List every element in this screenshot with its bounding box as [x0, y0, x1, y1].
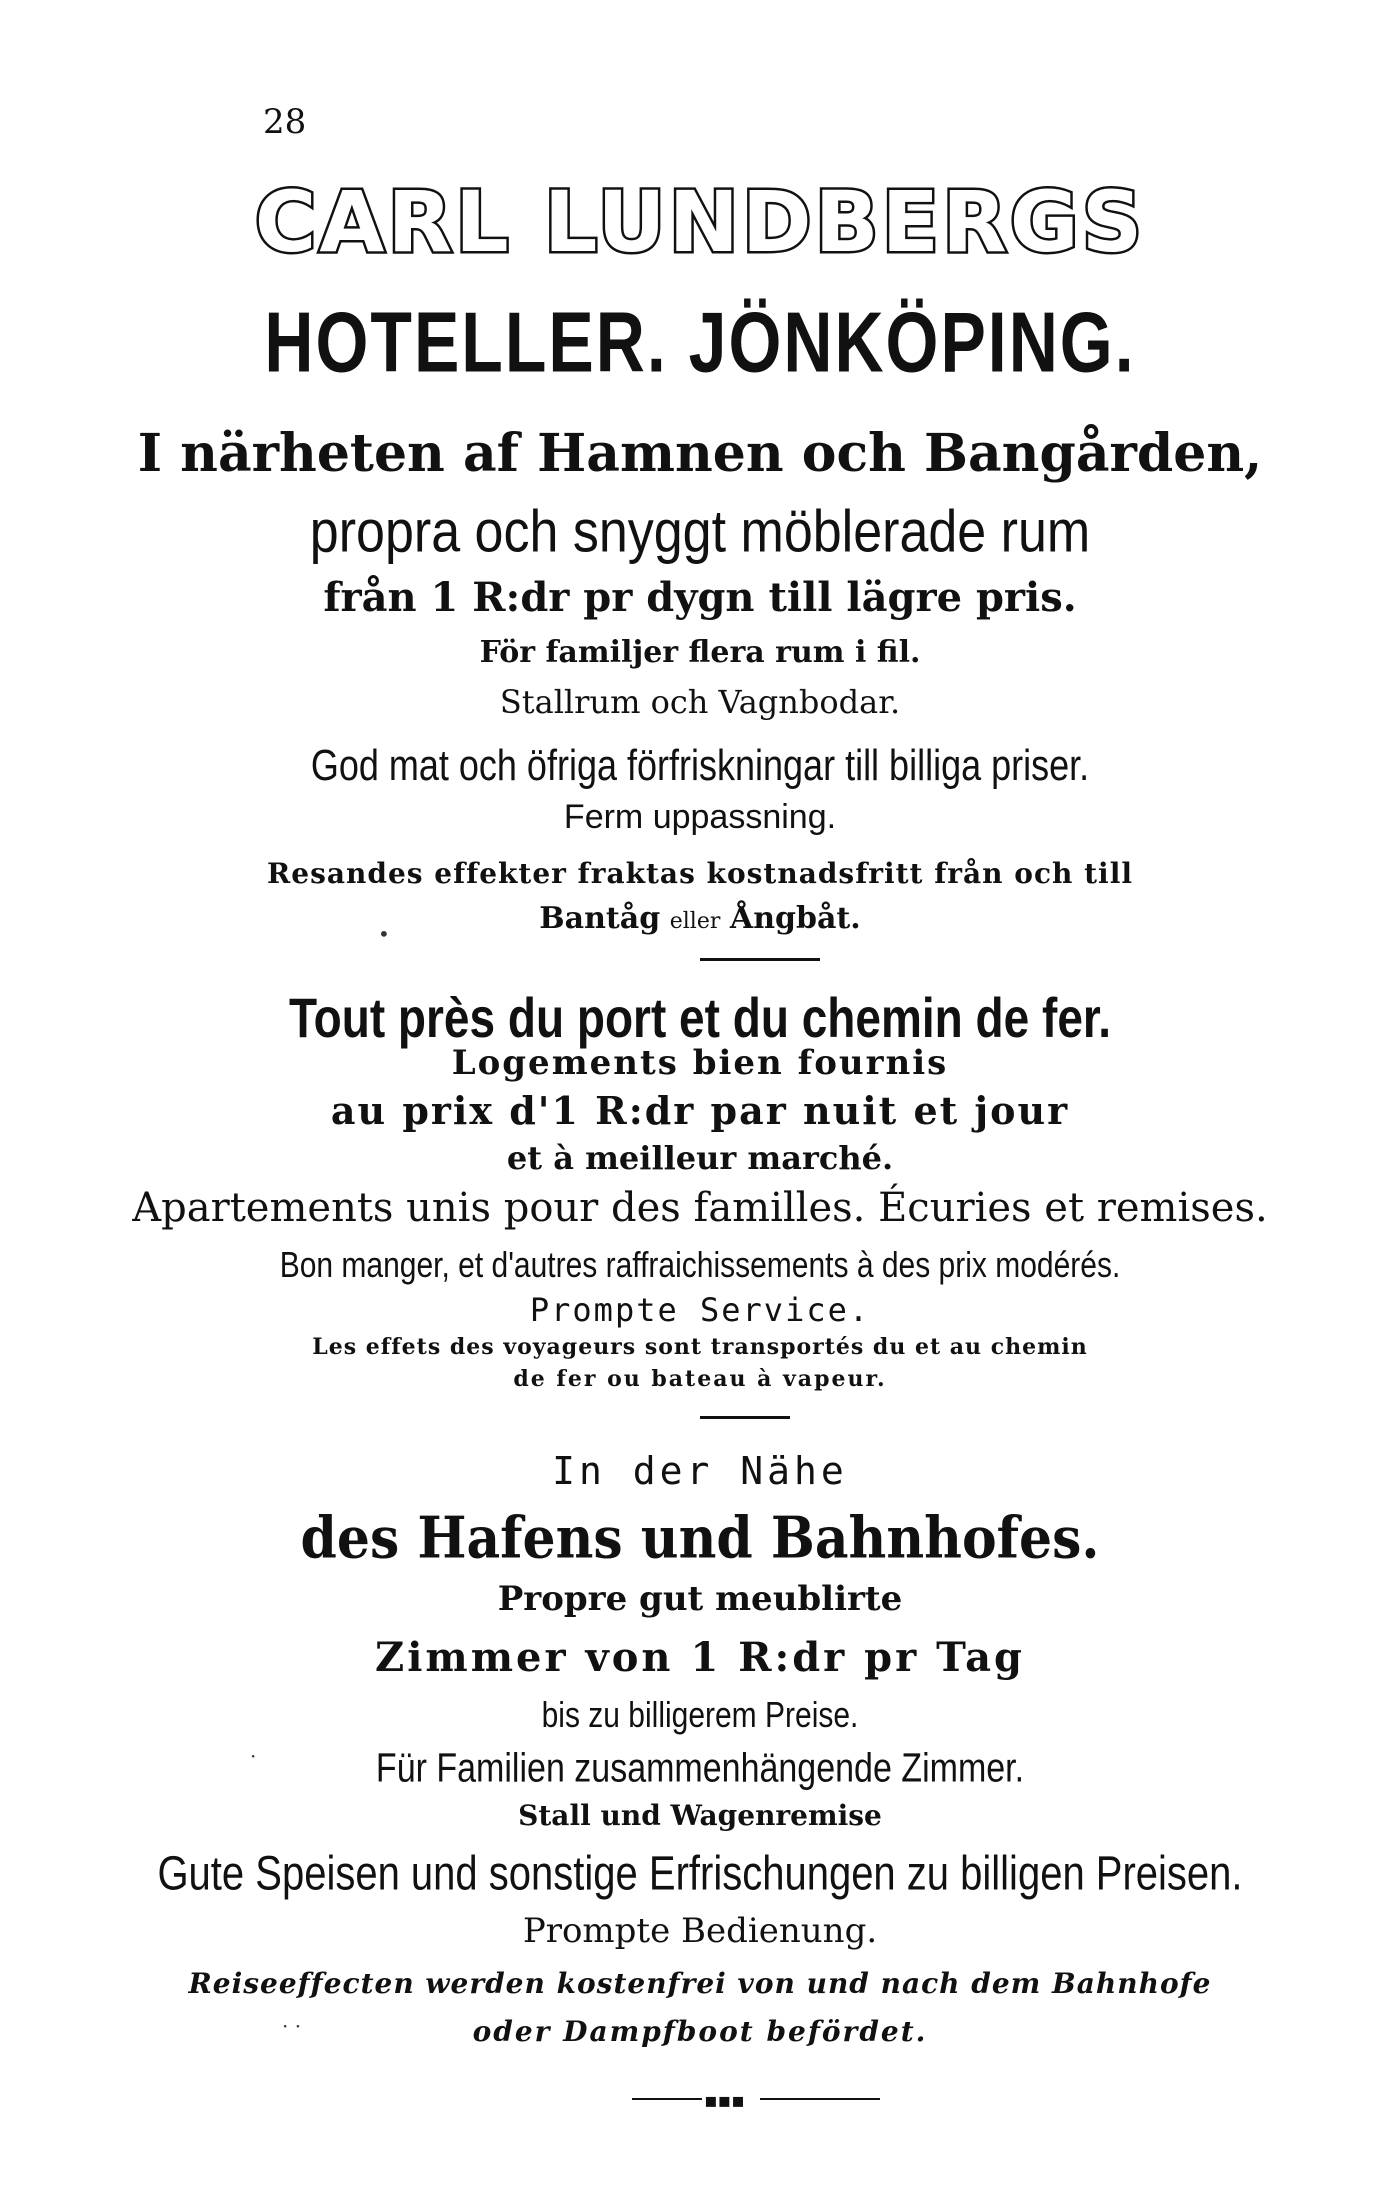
hotel-title: CARL LUNDBERGS: [254, 173, 1146, 271]
french-line-1: Tout près du port et du chemin de fer.: [288, 986, 1112, 1049]
german-line-3: Propre gut meublirte: [497, 1579, 903, 1619]
section-divider: [700, 958, 820, 961]
french-line-2: Logements bien fournis: [451, 1043, 949, 1083]
german-line-10: Reiseeffecten werden kostenfrei von und nach dem Bahnhofe: [188, 1967, 1212, 2000]
swedish-line-4: För familjer flera rum i fil.: [479, 635, 921, 670]
ink-speck: •: [378, 922, 390, 946]
german-line-1: In der Nähe: [552, 1449, 848, 1493]
swedish-line-9: [0, 901, 1400, 936]
section-divider-2: [700, 1416, 790, 1419]
german-line-9: Prompte Bedienung.: [522, 1911, 878, 1951]
end-ornament-right: [760, 2098, 880, 2100]
swedish-line-6: God mat och öfriga förfriskningar till billiga priser.: [310, 740, 1090, 790]
hotel-subtitle: HOTELLER. JÖNKÖPING.: [264, 295, 1136, 390]
ink-speck-3: · ·: [282, 2014, 302, 2038]
german-line-5: bis zu billigerem Preise.: [541, 1695, 859, 1736]
swedish-word-bantag: Bantåg: [539, 901, 661, 936]
french-line-9: de fer ou bateau à vapeur.: [513, 1366, 887, 1392]
page-number: 28: [263, 102, 307, 142]
french-line-5: Apartements unis pour des familles. Écuries et remises.: [132, 1185, 1268, 1231]
end-ornament-center: ▪▪▪: [704, 2088, 745, 2112]
swedish-line-1: I närheten af Hamnen och Bangården,: [137, 423, 1263, 484]
swedish-word-angbat: Ångbåt.: [729, 901, 861, 936]
french-line-3: au prix d'1 R:dr par nuit et jour: [330, 1088, 1070, 1133]
swedish-word-eller: eller: [669, 909, 721, 934]
french-line-4: et à meilleur marché.: [506, 1139, 894, 1177]
french-line-7: Prompte Service.: [529, 1291, 871, 1329]
swedish-line-7: Ferm uppassning.: [563, 798, 837, 836]
german-line-2: des Hafens und Bahnhofes.: [300, 1504, 1100, 1572]
swedish-line-5: Stallrum och Vagnbodar.: [499, 683, 901, 721]
german-line-8: Gute Speisen und sonstige Erfrischungen zu billigen Preisen.: [157, 1847, 1243, 1901]
german-line-6: Für Familien zusammenhängende Zimmer.: [375, 1745, 1025, 1792]
german-line-7: Stall und Wagenremise: [518, 1799, 882, 1832]
german-line-11: oder Dampfboot befördet.: [472, 2015, 928, 2048]
ink-speck-2: ·: [250, 1744, 257, 1768]
swedish-line-8: Resandes effekter fraktas kostnadsfritt från och till: [267, 857, 1133, 890]
swedish-line-3: från 1 R:dr pr dygn till lägre pris.: [323, 574, 1077, 621]
french-line-6: Bon manger, et d'autres raffraichissements à des prix modérés.: [279, 1245, 1121, 1286]
end-ornament-left: [632, 2098, 702, 2100]
swedish-line-2: propra och snyggt möblerade rum: [309, 498, 1091, 566]
german-line-4: Zimmer von 1 R:dr pr Tag: [375, 1634, 1025, 1681]
french-line-8: Les effets des voyageurs sont transportés du et au chemin: [312, 1334, 1088, 1360]
